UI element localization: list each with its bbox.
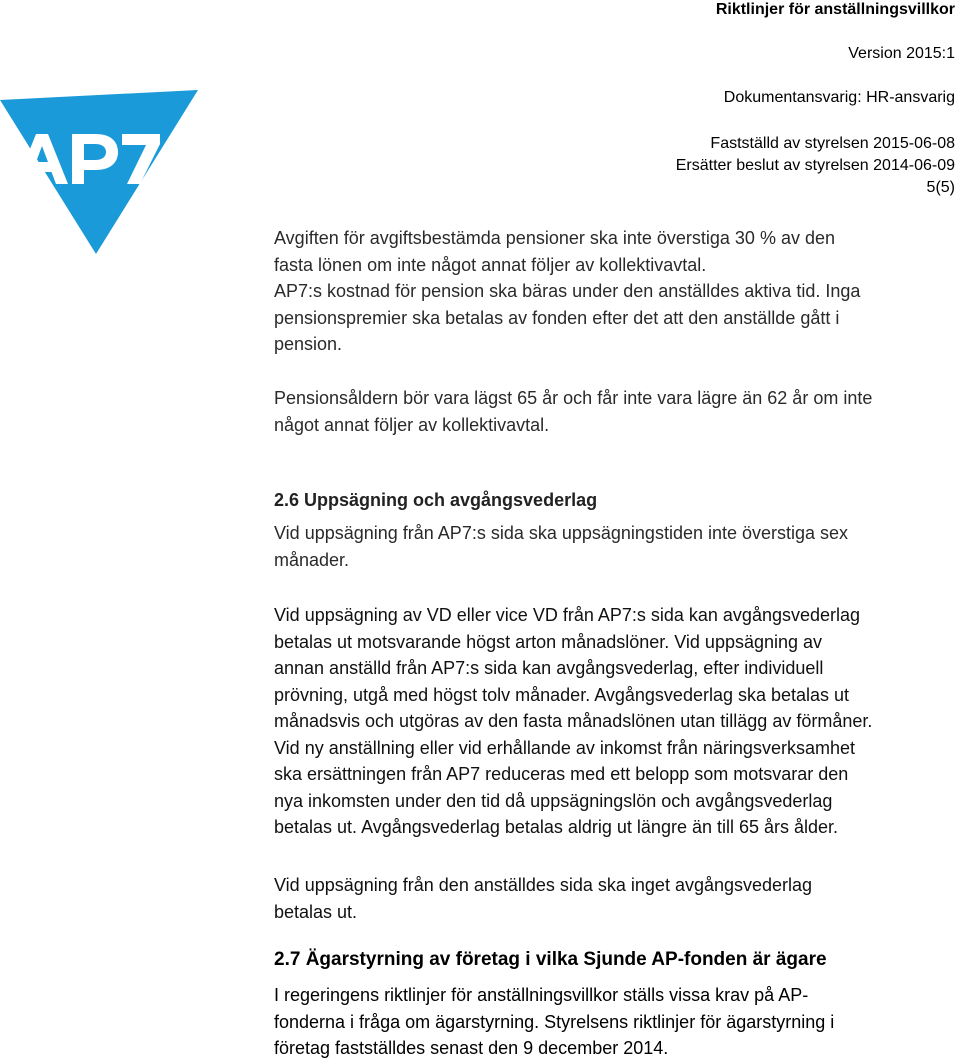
- text-line: pension.: [274, 334, 343, 354]
- text-line: något annat följer av kollektivavtal.: [274, 414, 550, 435]
- document-version: Version 2015:1: [848, 45, 955, 62]
- paragraph-pension-fee: [274, 225, 954, 358]
- section-heading-2-6: 2.6 Uppsägning och avgångsvederlag: [274, 490, 598, 510]
- text-line: Avgiften för avgiftsbestämda pensioner ska inte överstiga 30 % av den: [274, 228, 835, 248]
- text-line: Vid uppsägning från den anställdes sida ska inget avgångsvederlag: [274, 875, 813, 895]
- paragraph-pension-age: [274, 385, 954, 438]
- paragraph-notice-period: [274, 520, 954, 573]
- document-replaces-date: Ersätter beslut av styrelsen 2014-06-09: [675, 157, 955, 174]
- text-line: I regeringens riktlinjer för anställningsvillkor ställs vissa krav på AP-: [274, 985, 809, 1005]
- page-number: 5(5): [926, 179, 955, 196]
- paragraph-ownership-governance: [274, 982, 954, 1062]
- text-line: prövning, utgå med högst tolv månader. Avgångsvederlag ska betalas ut: [274, 684, 850, 705]
- document-title: Riktlinjer för anställningsvillkor: [715, 1, 955, 18]
- section-heading-2-7: 2.7 Ägarstyrning av företag i vilka Sjunde AP-fonden är ägare: [274, 949, 827, 970]
- text-line: företag fastställdes senast den 9 december 2014.: [274, 1038, 669, 1058]
- text-line: Vid ny anställning eller vid erhållande av inkomst från näringsverksamhet: [274, 737, 855, 758]
- text-line: Pensionsåldern bör vara lägst 65 år och får inte vara lägre än 62 år om inte: [274, 388, 873, 408]
- text-line: månadsvis och utgöras av den fasta månadslönen utan tillägg av förmåner.: [274, 711, 873, 731]
- text-line: Vid uppsägning från AP7:s sida ska uppsägningstiden inte överstiga sex: [274, 523, 849, 543]
- text-line: nya inkomsten under den tid då uppsägningslön och avgångsvederlag: [274, 790, 833, 811]
- document-owner: Dokumentansvarig: HR-ansvarig: [723, 89, 955, 106]
- paragraph-employee-resignation: [274, 872, 954, 925]
- paragraph-severance: [274, 602, 954, 841]
- text-line: ska ersättningen från AP7 reduceras med ett belopp som motsvarar den: [274, 764, 849, 784]
- text-line: månader.: [274, 549, 350, 570]
- text-line: pensionspremier ska betalas av fonden efter det att den anställde gått i: [274, 307, 840, 328]
- text-line: betalas ut. Avgångsvederlag betalas aldrig ut längre än till 65 års ålder.: [274, 817, 839, 837]
- text-line: AP7:s kostnad för pension ska bäras under den anställdes aktiva tid. Inga: [274, 281, 861, 301]
- text-line: Vid uppsägning av VD eller vice VD från AP7:s sida kan avgångsvederlag: [274, 605, 861, 625]
- text-line: fasta lönen om inte något annat följer av kollektivavtal.: [274, 254, 707, 275]
- text-line: betalas ut.: [274, 901, 358, 922]
- document-adopted-date: Fastställd av styrelsen 2015-06-08: [710, 135, 955, 152]
- text-line: annan anställd från AP7:s sida kan avgångsvederlag, efter individuell: [274, 658, 824, 678]
- text-line: betalas ut motsvarande högst arton månadslöner. Vid uppsägning av: [274, 631, 823, 652]
- ap7-logo: [0, 88, 200, 254]
- text-line: fonderna i fråga om ägarstyrning. Styrelsens riktlinjer för ägarstyrning i: [274, 1011, 835, 1032]
